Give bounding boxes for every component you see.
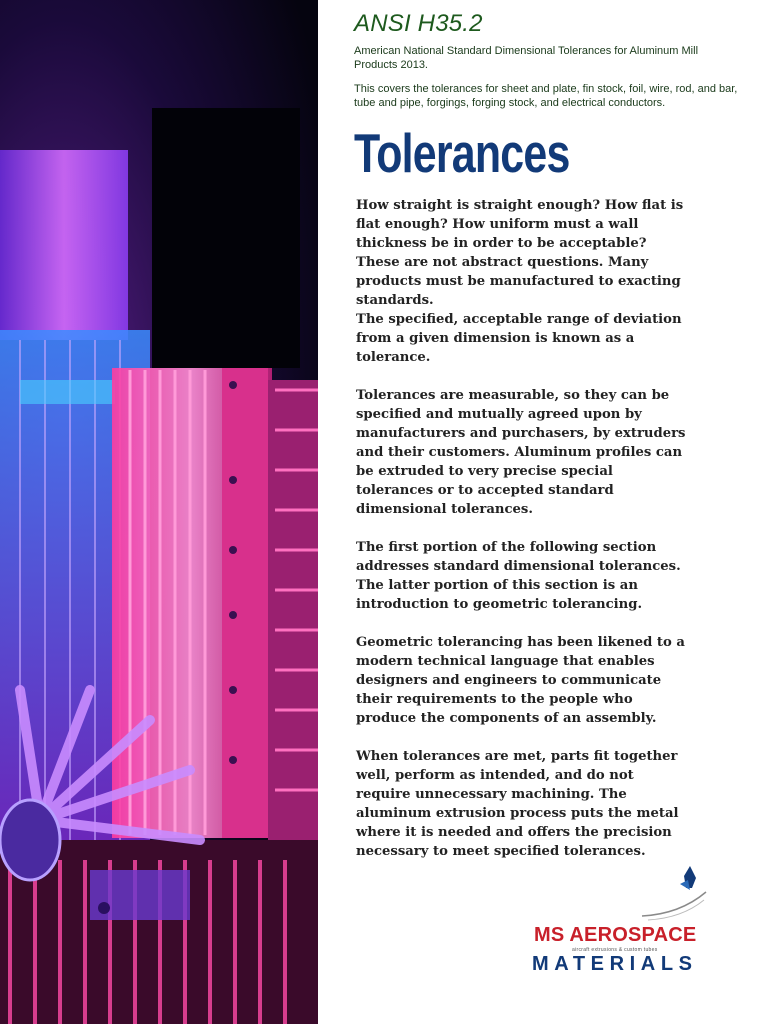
paragraph-1	[356, 196, 686, 367]
paragraph-3: The first portion of the following section addresses standard dimensional tolerances. The latter portion of this section is an introduction to geometric tolerancing.	[356, 540, 681, 612]
standard-title: ANSI H35.2	[354, 10, 483, 37]
brand-name-line2: MATERIALS	[532, 953, 698, 975]
paragraph-5: When tolerances are met, parts fit together well, perform as intended, and do not require unnecessary machining. The aluminum extrusion process puts the metal where it is needed and offers the precision necessary to meet specified tolerances.	[356, 749, 679, 859]
company-logo	[530, 862, 730, 982]
body-text	[356, 196, 686, 880]
paragraph-1a: How straight is straight enough? How flat is flat enough? How uniform must a wall thickness be in order to be acceptable? These are not abstract questions. Many products must be manufactured to exacting standards.	[356, 198, 684, 308]
brand-tagline: aircraft extrusions & custom tubes	[572, 947, 658, 953]
standard-subtitle: American National Standard Dimensional Tolerances for Aluminum Mill Products 2013.	[354, 45, 699, 71]
aluminum-extrusions-photo	[0, 0, 318, 1024]
standard-description: This covers the tolerances for sheet and plate, fin stock, foil, wire, rod, and bar, tube and pipe, forgings, forging stock, and electrical conductors.	[354, 83, 738, 109]
jet-icon	[640, 866, 710, 926]
paragraph-1b: The specified, acceptable range of deviation from a given dimension is known as a tolerance.	[356, 312, 682, 365]
paragraph-2: Tolerances are measurable, so they can be specified and mutually agreed upon by manufacturers and purchasers, by extruders and their customers. Aluminum profiles can be extruded to very precise special tolerances or to accepted standard dimensional tolerances.	[356, 388, 686, 517]
brand-name-line1: MS AEROSPACE	[534, 924, 697, 946]
paragraph-4: Geometric tolerancing has been likened to a modern technical language that enables designers and engineers to communicate their requirements to the people who produce the components of an assembly.	[356, 635, 685, 726]
page-title: Tolerances	[354, 122, 570, 184]
